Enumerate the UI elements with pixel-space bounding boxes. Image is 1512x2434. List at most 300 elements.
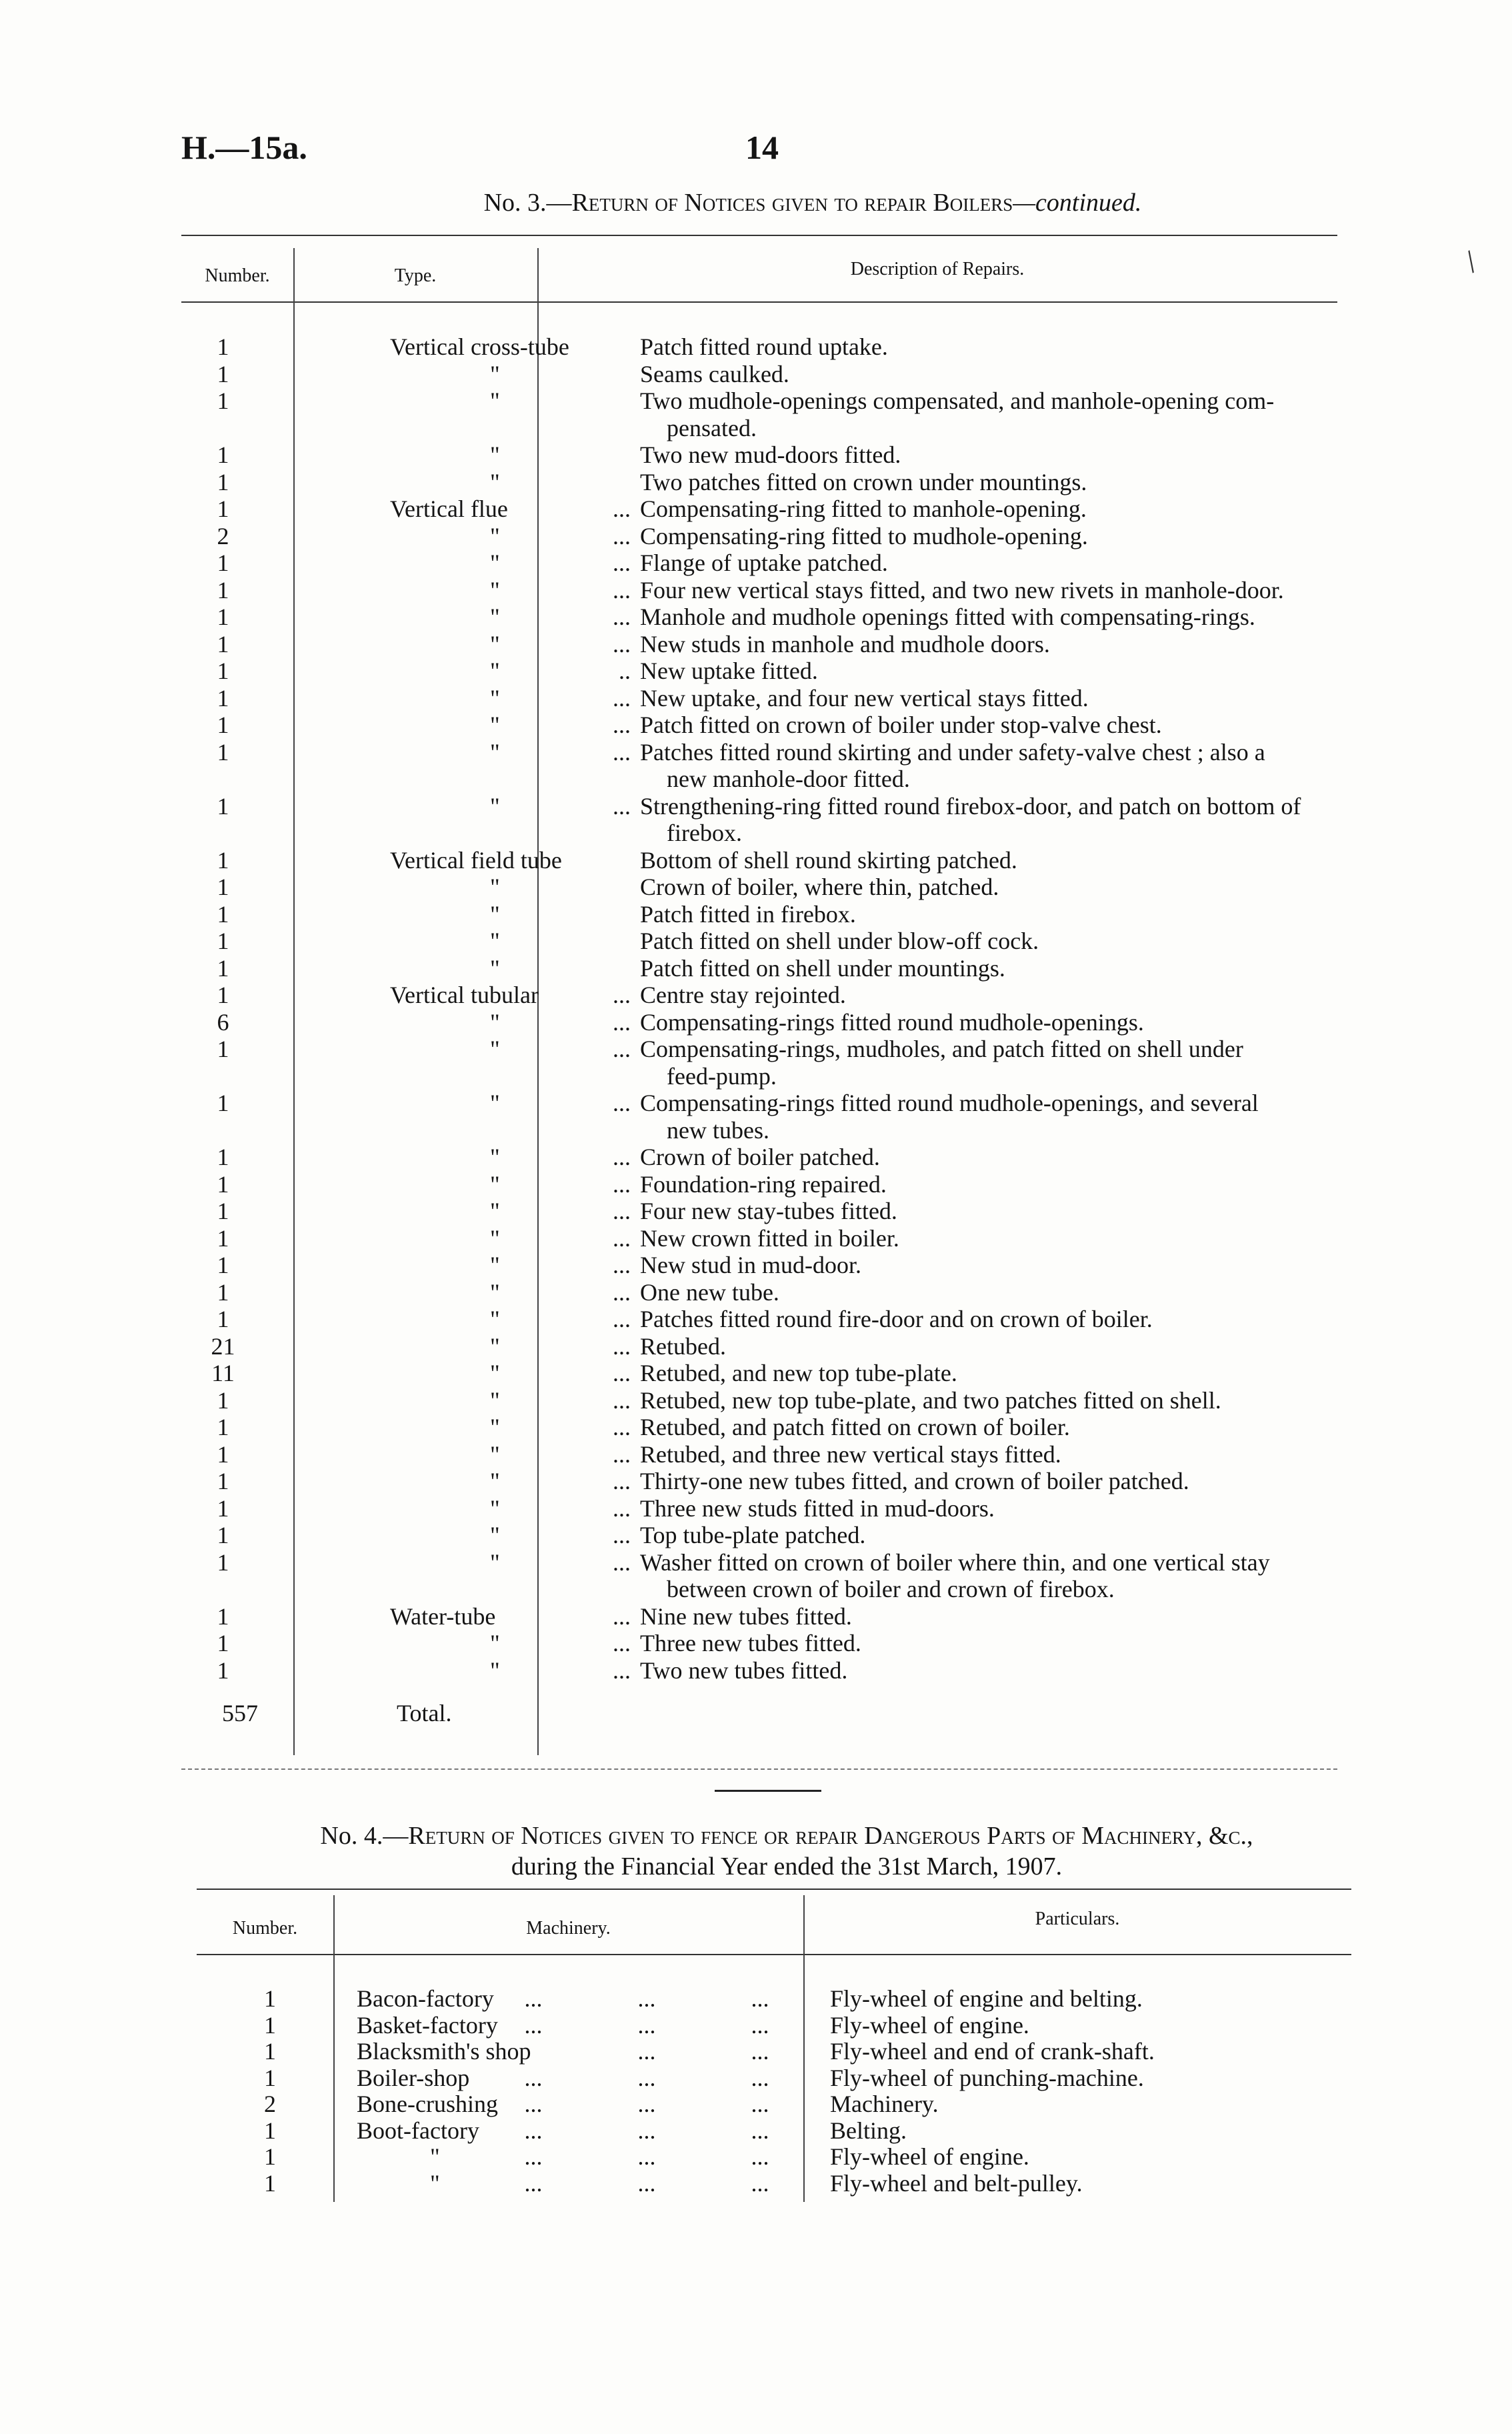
row-description — [640, 1198, 1337, 1225]
row-number: 1 — [217, 1468, 229, 1494]
leader-dots: ... — [613, 576, 631, 603]
table-row — [181, 739, 1337, 793]
leader-dots-segment: ... — [637, 2064, 656, 2091]
row-type — [390, 685, 640, 712]
description-continuation: pensated. — [667, 414, 757, 441]
leader-dots: ... — [613, 738, 631, 766]
description-text: Crown of boiler patched. — [640, 1144, 880, 1170]
leader-dots: ... — [613, 684, 631, 712]
row-description — [640, 982, 1337, 1009]
table-row — [181, 685, 1337, 712]
leader-dots-segment: ... — [637, 2038, 656, 2065]
leader-dots: ... — [613, 1548, 631, 1576]
row-number: 1 — [264, 2117, 276, 2144]
leader-dots-segment: ... — [524, 2091, 543, 2117]
ditto-mark: " — [490, 874, 500, 900]
leader-dots-segment: ... — [524, 2169, 543, 2197]
leader-dots-segment: ... — [524, 2117, 543, 2144]
row-number: 1 — [217, 1656, 229, 1684]
table-row — [181, 523, 1337, 550]
row-number: 1 — [217, 738, 229, 766]
description-continuation: feed-pump. — [667, 1062, 777, 1090]
total-label-cell — [390, 1700, 640, 1727]
row-number: 2 — [264, 2091, 276, 2117]
row-type — [390, 1144, 640, 1171]
row-number: 1 — [217, 1414, 229, 1440]
leader-dots-segment: ... — [637, 2143, 656, 2170]
row-number: 1 — [264, 1985, 276, 2012]
row-number: 1 — [217, 549, 229, 576]
description-text: Manhole and mudhole openings fitted with compensating-rings. — [640, 603, 1255, 630]
row-description — [640, 1414, 1337, 1441]
row-particulars: Fly-wheel of engine. — [830, 2143, 1029, 2170]
table-row — [181, 1603, 1337, 1630]
row-type — [390, 712, 640, 739]
row-machinery — [343, 2091, 817, 2118]
row-description — [640, 495, 1337, 523]
machinery-name: Bone-crushing — [357, 2091, 498, 2117]
type-name: Water-tube — [390, 1602, 496, 1630]
description-text: Patch fitted round uptake. — [640, 333, 888, 360]
ditto-mark: " — [490, 522, 500, 549]
table-row — [181, 631, 1337, 658]
description-text: Washer fitted on crown of boiler where thin, and one vertical stay — [640, 1548, 1270, 1576]
ditto-mark: " — [490, 1522, 500, 1548]
row-type — [390, 631, 640, 658]
table-row — [181, 1225, 1337, 1252]
table-row — [181, 874, 1337, 901]
leader-dots-segment: ... — [637, 2169, 656, 2197]
row-description — [640, 1090, 1337, 1144]
row-number: 1 — [217, 1630, 229, 1656]
leader-dots-segment: ... — [751, 2091, 769, 2117]
description-text: Two new mud-doors fitted. — [640, 441, 901, 468]
row-type — [390, 1522, 640, 1549]
row-particulars: Fly-wheel and end of crank-shaft. — [830, 2038, 1155, 2065]
row-number: 1 — [217, 1494, 229, 1522]
row-description — [640, 1630, 1337, 1657]
row-type — [390, 1279, 640, 1306]
row-description — [640, 631, 1337, 658]
leader-dots: ... — [613, 1522, 631, 1548]
row-type — [390, 469, 640, 496]
leader-dots — [477, 1986, 817, 2013]
row-type — [390, 1198, 640, 1225]
ditto-mark: " — [430, 2143, 440, 2170]
row-description — [640, 658, 1337, 685]
leader-dots: ... — [613, 1360, 631, 1386]
row-number: 1 — [217, 1252, 229, 1278]
row-machinery — [343, 2065, 817, 2092]
leader-dots: ... — [613, 1332, 631, 1360]
row-number: 1 — [217, 387, 229, 414]
row-number: 1 — [217, 1144, 229, 1170]
ditto-mark: " — [490, 1224, 500, 1252]
row-number: 1 — [217, 1440, 229, 1468]
table-row — [181, 847, 1337, 874]
row-number: 1 — [264, 2169, 276, 2197]
row-machinery — [343, 2144, 817, 2171]
row-description — [640, 603, 1337, 631]
row-particulars: Machinery. — [830, 2091, 939, 2117]
ditto-mark: " — [490, 1440, 500, 1468]
row-machinery — [343, 2039, 817, 2065]
row-type — [390, 495, 640, 523]
ditto-mark: " — [430, 2169, 440, 2197]
table4-col-particulars: Particulars. — [1035, 1909, 1120, 1929]
leader-dots-segment: ... — [751, 1985, 769, 2012]
table-row — [197, 2091, 1351, 2118]
ditto-mark: " — [490, 603, 500, 630]
leader-dots-segment: ... — [524, 2143, 543, 2170]
row-description — [640, 1171, 1337, 1198]
row-machinery — [343, 2013, 817, 2039]
description-text: Compensating-rings fitted round mudhole-openings, and several — [640, 1090, 1259, 1116]
leader-dots: ... — [613, 1468, 631, 1494]
total-number: 557 — [222, 1700, 258, 1726]
leader-dots: ... — [613, 792, 631, 820]
row-number: 1 — [217, 1386, 229, 1414]
row-number: 1 — [217, 1170, 229, 1198]
description-text: Retubed, and new top tube-plate. — [640, 1360, 957, 1386]
ditto-mark: " — [490, 712, 500, 738]
ditto-mark: " — [490, 658, 500, 684]
description-text: Bottom of shell round skirting patched. — [640, 846, 1017, 874]
row-type — [390, 1306, 640, 1333]
description-text: New crown fitted in boiler. — [640, 1224, 899, 1252]
description-text: Seams caulked. — [640, 360, 789, 387]
row-type — [390, 387, 640, 415]
row-machinery — [343, 1986, 817, 2013]
row-number: 1 — [217, 954, 229, 982]
description-text: Compensating-ring fitted to mudhole-opening. — [640, 522, 1088, 549]
table-row — [181, 1495, 1337, 1522]
table-row — [181, 469, 1337, 496]
row-description — [640, 874, 1337, 901]
row-type — [390, 1441, 640, 1468]
row-type — [390, 1387, 640, 1414]
row-description — [640, 1252, 1337, 1279]
row-description — [640, 1387, 1337, 1414]
row-type — [390, 441, 640, 469]
leader-dots-segment: ... — [751, 2064, 769, 2091]
leader-dots: ... — [613, 1440, 631, 1468]
ditto-mark: " — [490, 928, 500, 954]
row-particulars: Fly-wheel of engine and belting. — [830, 1985, 1143, 2012]
row-number: 1 — [217, 900, 229, 928]
table-row — [181, 1144, 1337, 1171]
row-type — [390, 361, 640, 388]
row-description — [640, 1036, 1337, 1090]
leader-dots-segment: ... — [751, 2011, 769, 2039]
row-number: 1 — [217, 712, 229, 738]
row-number: 2 — [217, 522, 229, 549]
row-number: 1 — [217, 1548, 229, 1576]
section-separator — [715, 1790, 821, 1792]
table-row — [197, 2171, 1351, 2197]
row-type — [390, 955, 640, 982]
table-row — [181, 1441, 1337, 1468]
leader-dots — [477, 2091, 817, 2118]
table-row — [181, 928, 1337, 955]
row-type — [390, 928, 640, 955]
row-type — [390, 1603, 640, 1630]
row-number: 1 — [217, 1198, 229, 1224]
row-description — [640, 847, 1337, 874]
row-description — [640, 1549, 1337, 1603]
row-number: 1 — [217, 792, 229, 820]
ditto-mark: " — [490, 792, 500, 820]
row-number: 1 — [217, 982, 229, 1008]
table-row — [197, 2013, 1351, 2039]
row-number: 1 — [217, 1090, 229, 1116]
ditto-mark: " — [490, 1494, 500, 1522]
table4-title-main: Return of Notices given to fence or repair Dangerous Parts of Machinery, &c., — [408, 1822, 1253, 1850]
description-continuation: between crown of boiler and crown of firebox. — [667, 1576, 1115, 1602]
leader-dots: ... — [613, 1602, 631, 1630]
table3-title — [0, 188, 1512, 217]
table-row — [181, 1468, 1337, 1495]
ditto-mark: " — [490, 1630, 500, 1656]
row-type — [390, 523, 640, 550]
ditto-mark: " — [490, 1252, 500, 1278]
table-row — [181, 549, 1337, 577]
description-text: Retubed, and patch fitted on crown of boiler. — [640, 1414, 1070, 1440]
row-number: 1 — [217, 360, 229, 387]
table-row — [181, 1036, 1337, 1090]
leader-dots: ... — [613, 1386, 631, 1414]
row-type — [390, 847, 640, 874]
row-description — [640, 523, 1337, 550]
row-description — [640, 1360, 1337, 1387]
table-row — [181, 955, 1337, 982]
leader-dots: ... — [613, 1306, 631, 1332]
leader-dots: ... — [613, 712, 631, 738]
description-text: Foundation-ring repaired. — [640, 1170, 887, 1198]
table4-top-rule — [197, 1889, 1351, 1890]
table4-header-rule — [197, 1954, 1351, 1955]
row-type — [390, 982, 640, 1009]
description-continuation: firebox. — [667, 820, 742, 846]
type-name: Vertical tubular — [390, 982, 539, 1008]
leader-dots — [477, 2013, 817, 2039]
row-description — [640, 1441, 1337, 1468]
leader-dots-segment: ... — [524, 1985, 543, 2012]
row-description — [640, 1495, 1337, 1522]
description-text: Two patches fitted on crown under mountings. — [640, 468, 1087, 495]
leader-dots: ... — [613, 1144, 631, 1170]
row-type — [390, 901, 640, 928]
row-description — [640, 1522, 1337, 1549]
row-number: 1 — [217, 495, 229, 522]
ditto-mark: " — [490, 1548, 500, 1576]
description-text: One new tube. — [640, 1278, 779, 1306]
description-text: Patch fitted on crown of boiler under stop-valve chest. — [640, 712, 1162, 738]
description-text: Four new vertical stays fitted, and two new rivets in manhole-door. — [640, 576, 1284, 603]
table-row — [181, 982, 1337, 1009]
table-row — [181, 793, 1337, 847]
leader-dots: ... — [613, 1494, 631, 1522]
description-text: Retubed, and three new vertical stays fitted. — [640, 1440, 1061, 1468]
table3-body — [181, 333, 1337, 1727]
table-row — [181, 441, 1337, 469]
leader-dots: ... — [613, 1198, 631, 1224]
table-row — [181, 1090, 1337, 1144]
description-text: Patch fitted on shell under mountings. — [640, 954, 1005, 982]
row-type — [390, 1090, 640, 1117]
row-type — [390, 333, 640, 361]
table3-title-main: Return of Notices given to repair Boilers — [571, 189, 1013, 217]
machinery-name: Boiler-shop — [357, 2064, 470, 2091]
leader-dots — [477, 2065, 817, 2092]
leader-dots: ... — [613, 1252, 631, 1278]
leader-dots: .. — [619, 658, 631, 684]
table-row — [181, 1630, 1337, 1657]
table-row — [181, 387, 1337, 441]
description-text: Retubed, new top tube-plate, and two patches fitted on shell. — [640, 1386, 1221, 1414]
leader-dots-segment: ... — [637, 2117, 656, 2144]
row-number: 1 — [264, 2011, 276, 2039]
row-description — [640, 1225, 1337, 1252]
type-name: Vertical flue — [390, 495, 508, 522]
row-type — [390, 1009, 640, 1036]
table3-title-prefix: No. 3.— — [483, 189, 572, 217]
row-description — [640, 1468, 1337, 1495]
row-type — [390, 1252, 640, 1279]
leader-dots: ... — [613, 522, 631, 549]
row-type — [390, 603, 640, 631]
leader-dots: ... — [613, 603, 631, 630]
row-machinery — [343, 2118, 817, 2145]
row-number: 1 — [217, 1278, 229, 1306]
row-type — [390, 549, 640, 577]
description-continuation: new manhole-door fitted. — [667, 766, 910, 792]
row-description — [640, 712, 1337, 739]
row-type — [390, 1171, 640, 1198]
row-description — [640, 685, 1337, 712]
row-description — [640, 901, 1337, 928]
ditto-mark: " — [490, 1144, 500, 1170]
leader-dots — [477, 2144, 817, 2171]
table-row — [181, 1549, 1337, 1603]
table-row — [181, 1171, 1337, 1198]
row-number: 1 — [217, 603, 229, 630]
row-type — [390, 1549, 640, 1576]
document-code: H.—15a. — [181, 129, 307, 166]
ditto-mark: " — [490, 630, 500, 658]
table3-col-number: Number. — [205, 265, 270, 286]
table-row — [181, 1279, 1337, 1306]
row-description — [640, 1333, 1337, 1360]
row-type — [390, 1360, 640, 1387]
leader-dots-segment: ... — [751, 2038, 769, 2065]
scan-mark: / — [1458, 244, 1484, 279]
row-number: 1 — [217, 1522, 229, 1548]
table-row — [181, 1009, 1337, 1036]
leader-dots-segment: ... — [524, 2064, 543, 2091]
ditto-mark: " — [490, 684, 500, 712]
leader-dots — [477, 2118, 817, 2145]
row-number: 1 — [217, 1602, 229, 1630]
table-row — [197, 2118, 1351, 2145]
description-text: Two new tubes fitted. — [640, 1656, 848, 1684]
row-type — [390, 1333, 640, 1360]
description-text: Patch fitted in firebox. — [640, 900, 856, 928]
ditto-mark: " — [490, 1008, 500, 1036]
row-type — [390, 1414, 640, 1441]
row-description — [640, 333, 1337, 361]
row-number: 1 — [217, 630, 229, 658]
leader-dots: ... — [613, 549, 631, 576]
page-number: 14 — [745, 129, 779, 166]
row-type — [390, 1657, 640, 1684]
row-description — [640, 469, 1337, 496]
table-row — [181, 1414, 1337, 1441]
row-number: 1 — [264, 2143, 276, 2170]
row-number: 1 — [217, 1306, 229, 1332]
table-row — [181, 1522, 1337, 1549]
machinery-name: Basket-factory — [357, 2011, 498, 2039]
row-description — [640, 1144, 1337, 1171]
ditto-mark: " — [490, 1198, 500, 1224]
table4-col-number: Number. — [232, 1918, 298, 1939]
table-row — [181, 901, 1337, 928]
row-description — [640, 549, 1337, 577]
description-text: Thirty-one new tubes fitted, and crown of boiler patched. — [640, 1468, 1189, 1494]
leader-dots: ... — [613, 495, 631, 522]
row-number: 1 — [217, 576, 229, 603]
row-particulars: Fly-wheel of engine. — [830, 2011, 1029, 2039]
table-row — [197, 1986, 1351, 2013]
table-row — [181, 603, 1337, 631]
row-type — [390, 658, 640, 685]
table4-body — [197, 1986, 1351, 2197]
leader-dots: ... — [613, 1414, 631, 1440]
leader-dots-segment: ... — [637, 2011, 656, 2039]
row-description — [640, 739, 1337, 793]
ditto-mark: " — [490, 1090, 500, 1116]
table3-header-rule — [181, 301, 1337, 303]
leader-dots — [477, 2171, 817, 2197]
total-row — [181, 1700, 1337, 1727]
description-text: Nine new tubes fitted. — [640, 1602, 852, 1630]
description-text: New studs in manhole and mudhole doors. — [640, 630, 1050, 658]
ditto-mark: " — [490, 468, 500, 495]
leader-dots: ... — [613, 1278, 631, 1306]
row-description — [640, 441, 1337, 469]
description-text: Three new studs fitted in mud-doors. — [640, 1494, 995, 1522]
leader-dots: ... — [613, 1170, 631, 1198]
leader-dots-segment: ... — [637, 1985, 656, 2012]
ditto-mark: " — [490, 549, 500, 576]
row-description — [640, 1603, 1337, 1630]
table3-top-rule — [181, 235, 1337, 236]
description-text: Four new stay-tubes fitted. — [640, 1198, 897, 1224]
description-text: Compensating-rings, mudholes, and patch fitted on shell under — [640, 1036, 1243, 1062]
row-particulars: Fly-wheel of punching-machine. — [830, 2064, 1144, 2091]
row-description — [640, 1009, 1337, 1036]
table4-title-prefix: No. 4.— — [320, 1822, 409, 1850]
row-description — [640, 577, 1337, 604]
leader-dots: ... — [613, 1656, 631, 1684]
row-type — [390, 1630, 640, 1657]
leader-dots-segment: ... — [751, 2169, 769, 2197]
machinery-name: Boot-factory — [357, 2117, 479, 2144]
description-continuation: new tubes. — [667, 1116, 769, 1144]
leader-dots: ... — [613, 1630, 631, 1656]
table-row — [181, 1387, 1337, 1414]
table3-bottom-rule — [181, 1768, 1337, 1770]
